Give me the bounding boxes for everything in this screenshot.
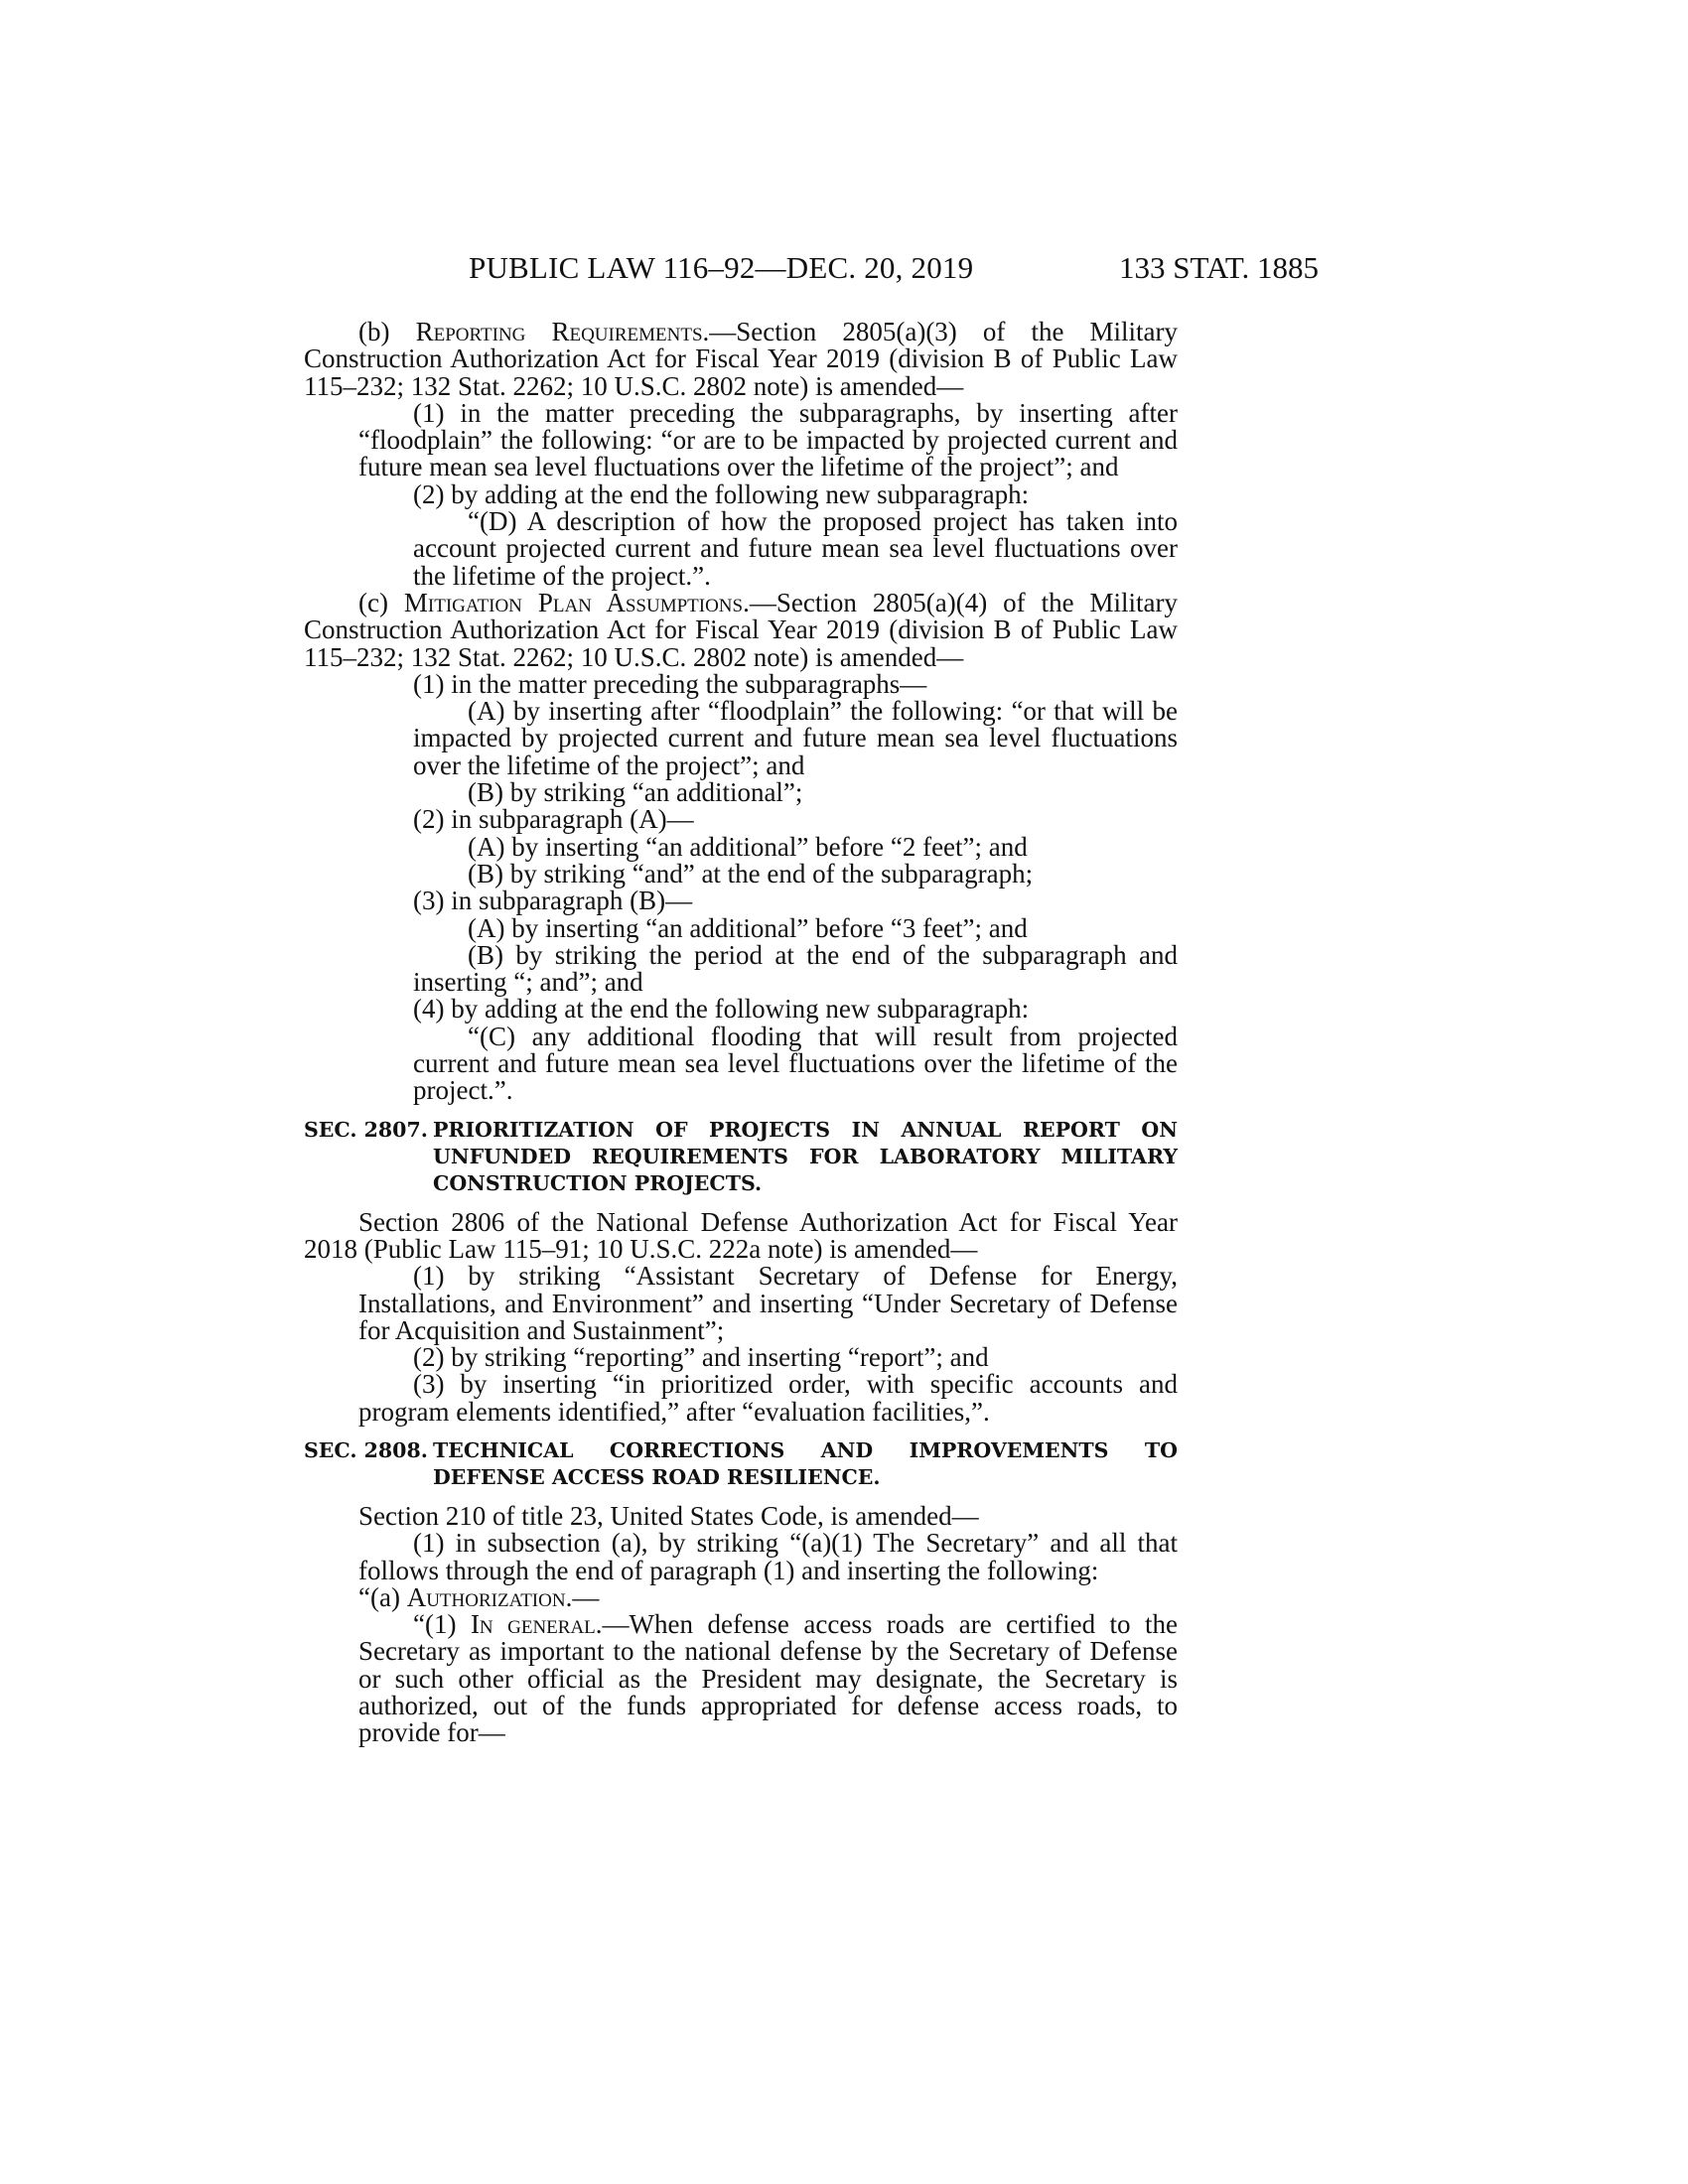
c-item-1-b: (B) by striking “an additional”;	[468, 777, 803, 808]
running-header-law: PUBLIC LAW 116–92—DEC. 20, 2019	[469, 250, 974, 285]
heading-reporting-requirements: Reporting Requirements	[415, 317, 703, 346]
c-item-2-a: (A) by inserting “an additional” before “2 feet”; and	[468, 831, 1028, 862]
paragraph-b-reporting-requirements: (b) Reporting Requirements.—Section 2805(a)(3) of the Military Construction Authorization Act for Fiscal Year 2019 (division B of Public Law 115–232; 132 Stat. 2262; 10 U.S.C. 2802 note) is amended—	[304, 317, 1179, 401]
section-2807-item-3: (3) by inserting “in prioritized order, with specific accounts and program elements identified,” after “evaluation facilities,”.	[358, 1369, 1178, 1427]
paragraph-1-text: .—When defense access roads are certified to the Secretary as important to the national defense by the Secretary of Defense or such other official as the President may designate, the Secretary is authorized, out of the funds appropriated for defense access roads, to provide for—	[358, 1609, 1178, 1748]
document-body	[304, 319, 1178, 1747]
section-2808-number: SEC. 2808.	[304, 1437, 428, 1462]
heading-mitigation-plan-assumptions: Mitigation Plan Assumptions	[403, 587, 744, 617]
c-item-1-a: (A) by inserting after “floodplain” the following: “or that will be impacted by projected current and future mean sea level fluctuations over the lifetime of the project”; and	[413, 696, 1178, 780]
section-2807-item-1: (1) by striking “Assistant Secretary of Defense for Energy, Installations, and Environment” and inserting “Under Secretary of Defense for Acquisition and Sustainment”;	[358, 1261, 1178, 1345]
b-item-2: (2) by adding at the end the following new subparagraph:	[413, 478, 1030, 509]
c-item-1: (1) in the matter preceding the subparagraphs—	[413, 668, 927, 699]
c-item-3-b: (B) by striking the period at the end of the subparagraph and inserting “; and”; and	[413, 939, 1178, 998]
section-2808-heading	[304, 1437, 1178, 1491]
paragraph-1-label: “(1)	[413, 1609, 471, 1640]
section-2807-heading	[304, 1117, 1178, 1197]
c-item-3: (3) in subparagraph (B)—	[413, 886, 693, 916]
paragraph-1-in-general	[304, 1611, 1178, 1746]
c-item-4: (4) by adding at the end the following new subparagraph:	[413, 994, 1030, 1024]
heading-authorization: Authorization	[406, 1581, 566, 1612]
section-2808-title: TECHNICAL CORRECTIONS AND IMPROVEMENTS TO DEFENSE ACCESS ROAD RESILIENCE.	[433, 1437, 1178, 1489]
section-2807-title: PRIORITIZATION OF PROJECTS IN ANNUAL REPORT ON UNFUNDED REQUIREMENTS FOR LABORATORY MILITARY CONSTRUCTION PROJECTS.	[433, 1117, 1178, 1195]
heading-in-general: In general	[470, 1609, 596, 1640]
running-header-stat-page: 133 STAT. 1885	[1119, 250, 1320, 285]
section-2807-number: SEC. 2807.	[304, 1117, 428, 1142]
section-2808-intro: Section 210 of title 23, United States Code, is amended—	[358, 1500, 979, 1531]
paragraph-c-mitigation-plan-assumptions: (c) Mitigation Plan Assumptions.—Section 2805(a)(4) of the Military Construction Authorization Act for Fiscal Year 2019 (division B of Public Law 115–232; 132 Stat. 2262; 10 U.S.C. 2802 note) is amended—	[304, 587, 1178, 672]
subsection-a-dash: .—	[565, 1581, 600, 1612]
section-2807-item-2: (2) by striking “reporting” and inserting “report”; and	[413, 1342, 989, 1373]
b-quoted-subparagraph-d: “(D) A description of how the proposed project has taken into account projected current and future mean sea level fluctuations over the lifetime of the project.”.	[413, 506, 1178, 591]
paragraph-b-text: .—Section 2805(a)(3) of the Military Construction Authorization Act for Fiscal Year 2019 (division B of Public Law 115–232; 132 Stat. 2262; 10 U.S.C. 2802 note) is amended—	[304, 317, 1179, 401]
section-2808-item-1: (1) in subsection (a), by striking “(a)(1) The Secretary” and all that follows through the end of paragraph (1) and inserting the following:	[358, 1528, 1178, 1585]
c-item-2: (2) in subparagraph (A)—	[413, 804, 694, 835]
c-item-3-a: (A) by inserting “an additional” before “3 feet”; and	[468, 912, 1028, 943]
c-item-2-b: (B) by striking “and” at the end of the subparagraph;	[468, 858, 1034, 888]
paragraph-c-text: .—Section 2805(a)(4) of the Military Construction Authorization Act for Fiscal Year 2019 (division B of Public Law 115–232; 132 Stat. 2262; 10 U.S.C. 2802 note) is amended—	[304, 587, 1178, 672]
subsection-a-authorization	[304, 1581, 1178, 1612]
subsection-a-label: “(a)	[358, 1581, 407, 1612]
b-item-1: (1) in the matter preceding the subparagraphs, by inserting after “floodplain” the following: “or are to be impacted by projected current and future mean sea level fluctuations over the lifetime of the project”; and	[358, 397, 1178, 482]
section-2807-intro: Section 2806 of the National Defense Authorization Act for Fiscal Year 2018 (Public Law 115–91; 10 U.S.C. 222a note) is amended—	[304, 1206, 1178, 1264]
c-quoted-subparagraph-c: “(C) any additional flooding that will result from projected current and future mean sea level fluctuations over the lifetime of the project.”.	[413, 1021, 1178, 1106]
